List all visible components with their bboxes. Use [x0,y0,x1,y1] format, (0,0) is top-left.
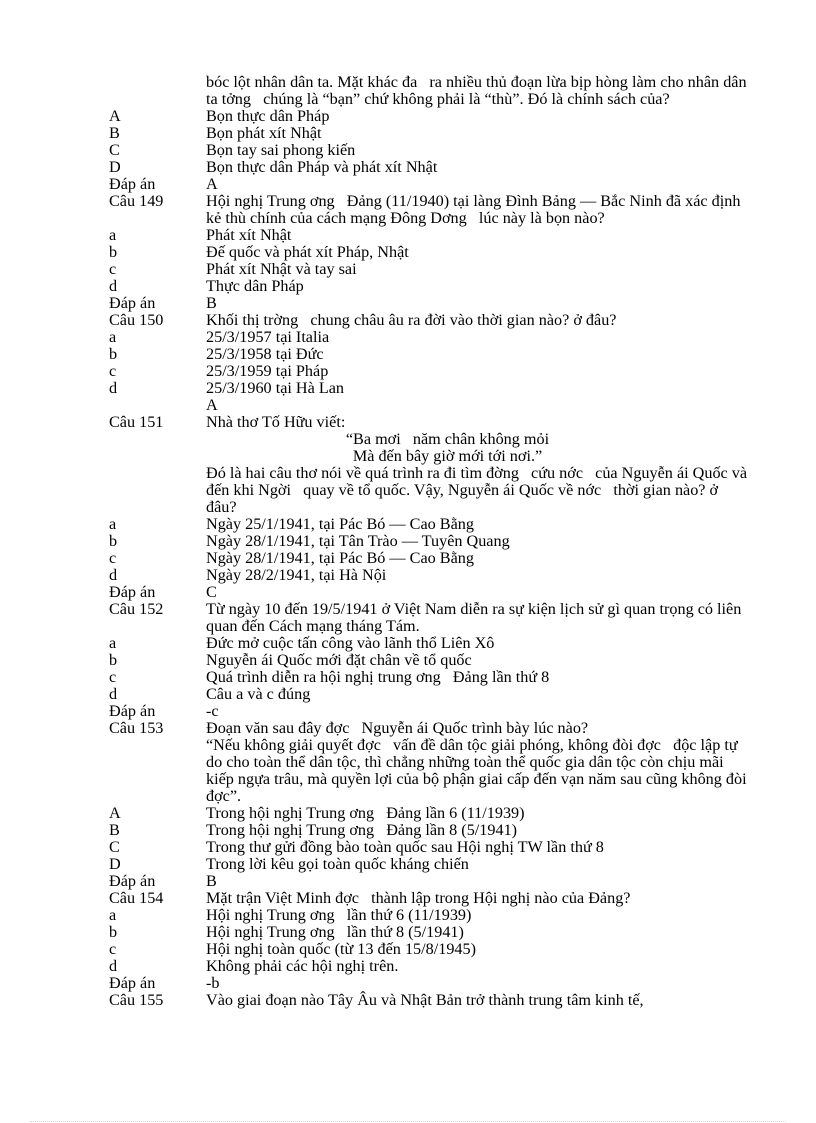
line-label: a [109,328,117,346]
question-line [109,550,749,567]
line-text: Đức mở cuộc tấn công vào lãnh thổ Liên Xô [206,634,495,652]
question-line [109,397,749,414]
question-line [109,176,749,193]
question-line [109,720,749,737]
line-text: B [206,872,217,890]
line-text: Vào giai đoạn nào Tây Âu và Nhật Bản trở thành trung tâm kinh tế, [206,991,644,1009]
line-label: Câu 149 [109,192,164,210]
line-label: a [109,226,117,244]
line-text: Ngày 25/1/1941, tại Pác Bó — Cao Bằng [206,515,474,533]
line-text: C [206,583,217,601]
line-label: Câu 153 [109,719,164,737]
question-line [109,363,749,380]
line-text: A [206,396,218,414]
line-text: “Ba mơi năm chân không mỏi [345,430,550,448]
question-line [109,142,749,159]
question-line [109,261,749,278]
question-line [109,431,749,448]
question-line [109,686,749,703]
line-text: Ngày 28/1/1941, tại Tân Trào — Tuyên Quang [206,532,510,550]
question-line [109,703,749,720]
line-text: Quá trình diễn ra hội nghị trung ơng Đảng lần thứ 8 [206,668,550,686]
line-label: b [109,651,118,669]
line-text: Trong thư gửi đồng bào toàn quốc sau Hội nghị TW lần thứ 8 [206,838,604,856]
question-line [109,805,749,822]
question-line [109,839,749,856]
line-text: Khối thị trờng chung châu âu ra đời vào thời gian nào? ở đâu? [206,311,617,329]
line-text: Nhà thơ Tố Hữu viết: [206,413,346,431]
question-line [109,669,749,686]
question-line [109,448,749,465]
question-line [109,312,749,329]
line-text: Bọn tay sai phong kiến [206,141,356,159]
line-text: 25/3/1958 tại Đức [206,345,324,363]
line-label: a [109,515,117,533]
line-text: Hội nghị Trung ơng Đảng (11/1940) tại làng Đình Bảng — Bắc Ninh đã xác định kẻ thù chính của cách mạng Đông Dơng lúc này là bọn nào? [206,192,745,227]
line-text: Câu a và c đúng [206,685,311,703]
line-text: Không phải các hội nghị trên. [206,957,399,975]
line-label: b [109,923,118,941]
line-label: Câu 155 [109,991,164,1009]
question-line [109,635,749,652]
question-line [109,464,752,516]
line-text: Ngày 28/2/1941, tại Hà Nội [206,566,387,584]
line-label: c [109,549,117,567]
question-line [109,873,749,890]
line-text: 25/3/1959 tại Pháp [206,362,329,380]
line-text: -b [206,974,220,992]
line-text: “Nếu không giải quyết đợc vấn đề dân tộc giải phóng, không đòi đợc độc lập tự do cho toàn thể dân tộc, thì chẳng những toàn thể quốc gia dân tộc còn chịu mãi kiếp ngựa trâu, mà quyền lợi của bộ phận giai cấp đến vạn năm sau cũng không đòi đợc”. [206,736,751,805]
line-text: 25/3/1957 tại Italia [206,328,330,346]
line-label: Đáp án [109,583,156,601]
line-text: Mặt trận Việt Minh đợc thành lập trong Hội nghị nào của Đảng? [206,889,631,907]
document-page [109,73,752,1009]
line-text: Bọn phát xít Nhật [206,124,322,142]
question-line [109,516,749,533]
line-text: Bọn thực dân Pháp [206,107,330,125]
line-text: Thực dân Pháp [206,277,304,295]
line-label: c [109,260,117,278]
line-label: Đáp án [109,702,156,720]
line-label: b [109,345,118,363]
line-text: A [206,175,218,193]
line-label: D [109,855,121,873]
question-line [109,567,749,584]
question-line [109,992,749,1009]
line-label: Câu 152 [109,600,164,618]
line-text: Bọn thực dân Pháp và phát xít Nhật [206,158,438,176]
line-label: Câu 150 [109,311,164,329]
line-label: Câu 154 [109,889,164,907]
line-text: Từ ngày 10 đến 19/5/1941 ở Việt Nam diễn ra sự kiện lịch sử gì quan trọng có liên quan đến Cách mạng tháng Tám. [206,600,746,635]
question-line [109,652,749,669]
line-label: d [109,685,118,703]
line-text: Trong hội nghị Trung ơng Đảng lần 6 (11/1939) [206,804,525,822]
line-label: Câu 151 [109,413,164,431]
line-text: bóc lột nhân dân ta. Mặt khác đa ra nhiều thủ đoạn lừa bịp hòng làm cho nhân dân ta tởng chúng là “bạn” chứ không phải là “thù”. Đó là chính sách của? [206,73,751,108]
line-label: d [109,277,118,295]
line-label: Đáp án [109,974,156,992]
question-line [109,584,749,601]
question-line [109,380,749,397]
question-line [109,958,749,975]
question-line [109,125,749,142]
line-text: Đoạn văn sau đây đợc Nguyễn ái Quốc trình bày lúc nào? [206,719,589,737]
question-line [109,975,749,992]
question-line [109,533,749,550]
question-line [109,414,749,431]
question-line [109,193,749,227]
question-line [109,924,749,941]
line-label: c [109,362,117,380]
line-text: Nguyễn ái Quốc mới đặt chân về tổ quốc [206,651,472,669]
line-label: a [109,634,117,652]
question-line [109,329,749,346]
line-label: c [109,940,117,958]
line-label: B [109,124,120,142]
page-bottom-divider [30,1121,786,1122]
line-text: Mà đến bây giờ mới tới nơi.” [352,447,543,465]
line-label: Đáp án [109,872,156,890]
line-label: b [109,243,118,261]
line-text: -c [206,702,219,720]
line-text: Đế quốc và phát xít Pháp, Nhật [206,243,409,261]
line-text: Trong lời kêu gọi toàn quốc kháng chiến [206,855,469,873]
line-text: Hội nghị toàn quốc (từ 13 đến 15/8/1945) [206,940,476,958]
question-line [109,278,749,295]
question-line [109,346,749,363]
question-line [109,227,749,244]
line-text: Ngày 28/1/1941, tại Pác Bó — Cao Bằng [206,549,474,567]
line-text: Phát xít Nhật và tay sai [206,260,357,278]
line-label: d [109,566,118,584]
line-label: C [109,141,120,159]
line-text: Hội nghị Trung ơng lần thứ 8 (5/1941) [206,923,464,941]
line-label: c [109,668,117,686]
question-line [109,108,749,125]
question-line [109,856,749,873]
question-line [109,244,749,261]
question-line [109,737,749,805]
line-label: d [109,957,118,975]
line-text: Trong hội nghị Trung ơng Đảng lần 8 (5/1941) [206,821,518,839]
line-label: d [109,379,118,397]
line-label: C [109,838,120,856]
line-label: Đáp án [109,175,156,193]
line-text: Đó là hai câu thơ nói về quá trình ra đi tìm đờng cứu nớc của Nguyễn ái Quốc và đến khi Ngời quay về tổ quốc. Vậy, Nguyễn ái Quốc về nớc thời gian nào? ở đâu? [206,464,752,516]
line-text: 25/3/1960 tại Hà Lan [206,379,345,397]
line-text: Hội nghị Trung ơng lần thứ 6 (11/1939) [206,906,472,924]
question-line [109,159,749,176]
line-text: Phát xít Nhật [206,226,292,244]
line-label: Đáp án [109,294,156,312]
question-line [109,295,749,312]
line-text: B [206,294,217,312]
question-line [109,74,749,108]
line-label: a [109,906,117,924]
question-line [109,822,749,839]
question-line [109,907,749,924]
line-label: b [109,532,118,550]
line-label: A [109,107,121,125]
question-line [109,601,749,635]
line-label: B [109,821,120,839]
line-label: A [109,804,121,822]
line-label: D [109,158,121,176]
question-line [109,890,749,907]
question-line [109,941,749,958]
